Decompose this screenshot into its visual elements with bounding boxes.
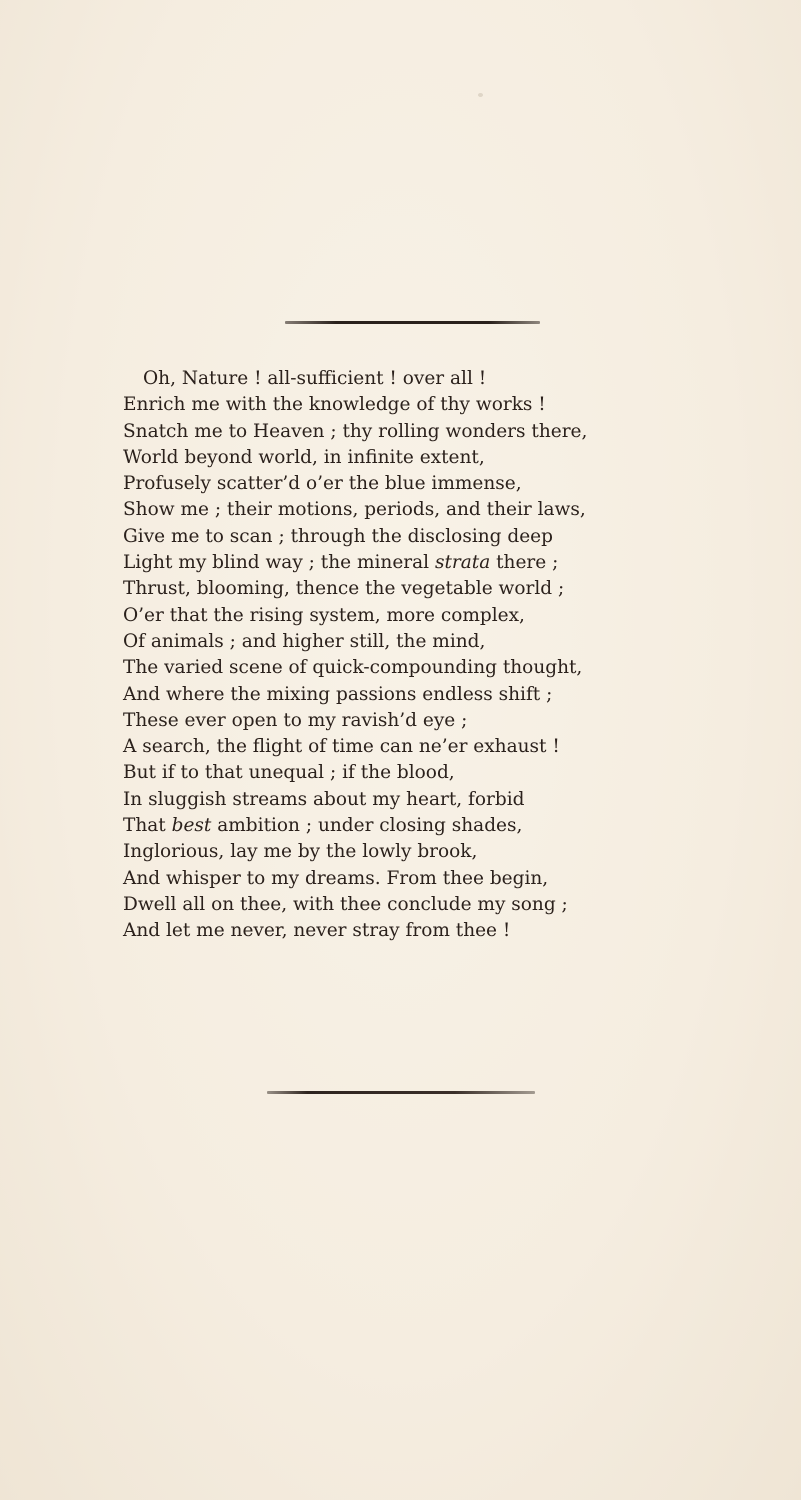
- poem-line: Dwell all on thee, with thee conclude my song ;: [123, 893, 568, 915]
- line-text: That: [123, 815, 166, 837]
- poem-line: Enrich me with the knowledge of thy works !: [123, 394, 546, 416]
- poem-line: And let me never, never stray from thee !: [123, 920, 511, 942]
- poem-line: And whisper to my dreams. From thee begin,: [123, 867, 549, 889]
- poem-line: And where the mixing passions endless shift ;: [123, 683, 553, 705]
- paper-blemish: [478, 93, 483, 97]
- line-text: there ;: [496, 552, 559, 574]
- poem-line: But if to that unequal ; if the blood,: [123, 762, 455, 784]
- italic-word: best: [171, 815, 212, 837]
- line-text: Light my blind way ; the mineral: [123, 552, 430, 574]
- poem-line: Show me ; their motions, periods, and their laws,: [123, 499, 586, 521]
- poem-line: These ever open to my ravish’d eye ;: [123, 709, 468, 731]
- top-rule: [285, 321, 540, 324]
- italic-word: strata: [434, 552, 491, 574]
- bottom-rule: [267, 1091, 535, 1094]
- poem-line: A search, the flight of time can ne’er exhaust !: [123, 736, 560, 758]
- poem-line: World beyond world, in infinite extent,: [123, 446, 485, 468]
- poem-line: Inglorious, lay me by the lowly brook,: [123, 841, 478, 863]
- poem-line: Oh, Nature ! all-sufficient ! over all !: [143, 368, 487, 389]
- poem-line: Of animals ; and higher still, the mind,: [123, 630, 486, 652]
- poem-line: [123, 813, 783, 839]
- poem-line: Snatch me to Heaven ; thy rolling wonders there,: [123, 420, 588, 442]
- poem-line: The varied scene of quick-compounding thought,: [123, 657, 583, 679]
- poem-line: Give me to scan ; through the disclosing deep: [123, 525, 553, 547]
- poem-line: [123, 550, 783, 576]
- poem-line: O’er that the rising system, more complex,: [123, 604, 525, 626]
- poem-line: Profusely scatter’d o’er the blue immense,: [123, 473, 522, 495]
- poem-line: Thrust, blooming, thence the vegetable world ;: [123, 578, 565, 600]
- line-text: ambition ; under closing shades,: [217, 815, 523, 837]
- poem-line: In sluggish streams about my heart, forbid: [123, 788, 525, 810]
- poem-text: [123, 366, 783, 945]
